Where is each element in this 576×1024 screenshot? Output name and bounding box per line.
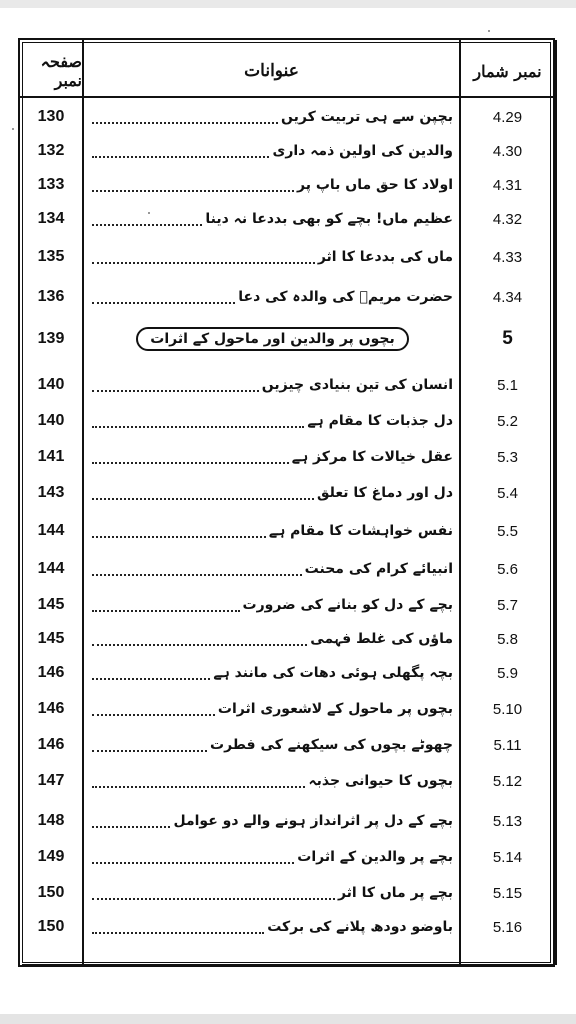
page-number: 148 [37,812,65,829]
page-number: 143 [37,484,65,501]
dot-leader [92,301,235,304]
table-row [20,240,554,274]
entry-title-cell [84,322,461,356]
page-number: 134 [37,210,65,227]
entry-title-cell [84,910,461,944]
page-number: 146 [37,736,65,753]
entry-title: ماں کی بددعا کا اثر [317,249,453,265]
entry-title: بچے پر ماں کا اثر [337,885,453,901]
entry-title: انبیائے کرام کی محنت [304,561,453,577]
entry-title-cell [84,692,461,726]
table-row [20,804,554,838]
entry-title: اولاد کا حق ماں باپ پر [296,177,453,193]
entry-title-cell [84,168,461,202]
entry-title: دل اور دماغ کا تعلق [317,485,453,501]
page-number: 144 [37,522,65,539]
page-number: 145 [37,630,65,647]
table-row [20,588,554,622]
page-number: 147 [37,772,65,789]
entry-title-cell [84,404,461,438]
page-number: 140 [37,412,65,429]
serial-number: 5.5 [497,522,518,540]
header-serial-number: نمبر شمار [473,61,542,81]
entry-title: ماؤں کی غلط فہمی [310,631,453,647]
serial-number: 5.13 [492,812,523,830]
page-number: 130 [37,108,65,125]
dot-leader [92,677,210,680]
dot-leader [92,389,259,392]
entry-title: بچوں پر ماحول کے لاشعوری اثرات [217,701,453,717]
table-row [20,910,554,944]
entry-title: دل جذبات کا مقام ہے [307,413,453,429]
entry-title-cell [84,876,461,910]
table-row [20,134,554,168]
entry-title: بچے پر والدین کے اثرات [297,849,453,865]
entry-title: انسان کی تین بنیادی چیزیں [261,377,453,393]
dot-leader [92,497,314,500]
table-row [20,100,554,134]
serial-number: 5.1 [497,376,518,394]
entry-title: والدین کی اولین ذمہ داری [272,143,453,159]
entry-title-cell [84,840,461,874]
scan-speck [12,128,14,130]
dot-leader [92,825,170,828]
table-row [20,622,554,656]
entry-title: بچوں کا حیوانی جذبہ [308,773,453,789]
table-row [20,168,554,202]
table-row [20,840,554,874]
dot-leader [92,713,215,716]
table-row [20,202,554,236]
dot-leader [92,121,278,124]
serial-number: 5.6 [497,560,518,578]
serial-number: 4.33 [492,248,523,266]
page-number: 146 [37,664,65,681]
entry-title: بچے کے دل کو بنانے کی ضرورت [242,597,453,613]
dot-leader [92,261,315,264]
entry-title-cell [84,202,461,236]
table-row [20,280,554,314]
dot-leader [92,609,240,612]
serial-number: 5.10 [492,700,523,718]
table-row [20,552,554,586]
serial-number: 5.11 [493,736,522,754]
entry-title-cell [84,280,461,314]
entry-title-cell [84,440,461,474]
page-number: 132 [37,142,65,159]
serial-number: 5.9 [497,664,518,682]
serial-number: 4.34 [492,288,523,306]
page-number: 146 [37,700,65,717]
dot-leader [92,223,202,226]
dot-leader [92,861,294,864]
entry-title: بچپن سے ہی تربیت کریں [281,109,453,125]
page-number: 141 [37,448,65,465]
entry-title: عظیم ماں! بچے کو بھی بددعا نہ دینا [205,211,453,227]
dot-leader [92,425,304,428]
entry-title-cell [84,588,461,622]
table-row [20,876,554,910]
scan-speck [488,30,490,32]
table-row [20,440,554,474]
dot-leader [92,461,289,464]
table-row [20,764,554,798]
entry-title: عقل خیالات کا مرکز ہے [291,449,453,465]
entry-title-cell [84,476,461,510]
entry-title-cell [84,764,461,798]
entry-title-cell [84,728,461,762]
page-number: 144 [37,560,65,577]
serial-number: 5.4 [497,484,518,502]
page-number: 133 [37,176,65,193]
table-row [20,404,554,438]
dot-leader [92,749,207,752]
serial-number: 5.8 [497,630,518,648]
serial-number: 5.7 [497,596,518,614]
entry-title: حضرت مریمؑ کی والدہ کی دعا [238,289,453,305]
dot-leader [92,897,335,900]
table-row [20,368,554,402]
table-row [20,476,554,510]
entry-title-cell [84,134,461,168]
entry-title: بچہ پگھلی ہوئی دھات کی مانند ہے [213,665,453,681]
page-number: 136 [37,288,65,305]
page-number: 150 [37,918,65,935]
table-row [20,728,554,762]
entry-title-cell [84,240,461,274]
dot-leader [92,573,302,576]
page-number: 139 [37,330,65,347]
scan-speck [148,212,150,214]
page-number: 135 [37,248,65,265]
chapter-title: بچوں پر والدین اور ماحول کے اثرات [136,327,408,351]
header-page-number: صفحہ نمبر [40,52,82,90]
dot-leader [92,785,305,788]
dot-leader [92,931,264,934]
dot-leader [92,535,266,538]
entry-title: باوضو دودھ پلانے کی برکت [267,919,453,935]
serial-number: 4.29 [492,108,523,126]
dot-leader [92,643,307,646]
entry-title-cell [84,368,461,402]
page-number: 145 [37,596,65,613]
page-number: 149 [37,848,65,865]
serial-number: 5.3 [497,448,518,466]
serial-number: 5.15 [492,884,523,902]
serial-number: 5.14 [492,848,523,866]
chapter-row [20,322,554,356]
entry-title: بچے کے دل پر اثرانداز ہونے والے دو عوامل [173,813,453,829]
header-titles: عنوانات [244,61,299,81]
serial-number: 5.2 [497,412,518,430]
entry-title: چھوٹے بچوں کی سیکھنے کی فطرت [210,737,453,753]
serial-number: 5 [502,328,513,349]
entry-title-cell [84,804,461,838]
entry-title-cell [84,656,461,690]
entry-title-cell [84,514,461,548]
serial-number: 5.16 [492,918,523,936]
serial-number: 4.30 [492,142,523,160]
dot-leader [92,189,294,192]
table-row [20,656,554,690]
serial-number: 5.12 [492,772,523,790]
serial-number: 4.32 [492,210,523,228]
page-number: 150 [37,884,65,901]
table-row [20,692,554,726]
entry-title-cell [84,622,461,656]
page-number: 140 [37,376,65,393]
entry-title: نفس خواہشات کا مقام ہے [268,523,453,539]
serial-number: 4.31 [492,176,523,194]
table-row [20,514,554,548]
entry-title-cell [84,100,461,134]
dot-leader [92,155,269,158]
entry-title-cell [84,552,461,586]
